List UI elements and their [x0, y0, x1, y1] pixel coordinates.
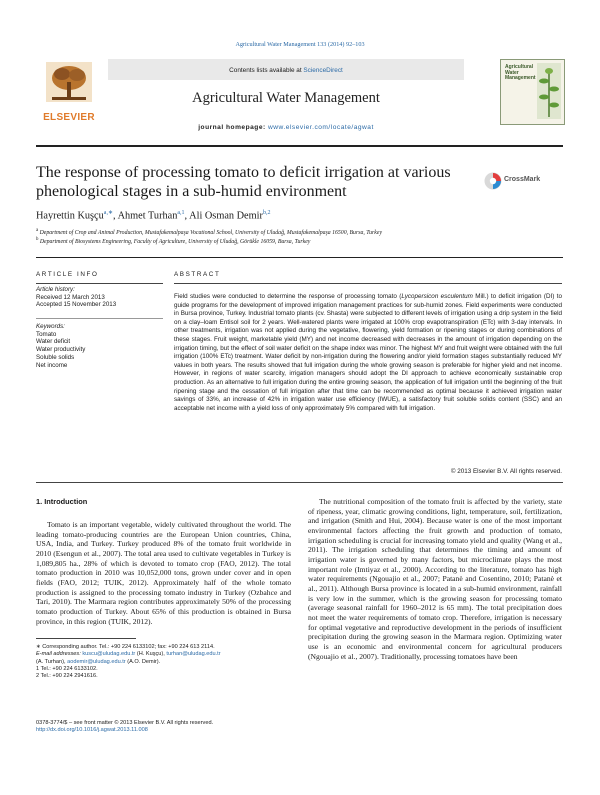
email-link[interactable]: aodemir@uludag.edu.tr: [67, 658, 126, 665]
keyword: Water deficit: [36, 338, 71, 346]
homepage-link[interactable]: www.elsevier.com/locate/agwat: [268, 124, 374, 131]
abstract-rule: [174, 283, 562, 284]
keyword: Tomato: [36, 330, 57, 338]
history-rule: [36, 318, 163, 319]
intro-right-column: [308, 497, 562, 661]
affiliation-text: Department of Biosystems Engineering, Faculty of Agriculture, University of Uludağ, Görükle 16059, Bursa, Turkey: [39, 238, 311, 245]
keyword: Soluble solids: [36, 353, 75, 361]
intro-heading: 1. Introduction: [36, 497, 88, 506]
abstract-copyright: © 2013 Elsevier B.V. All rights reserved.: [450, 468, 562, 475]
email-link[interactable]: turhan@uludag.edu.tr: [166, 651, 221, 658]
author-name[interactable]: Hayrettin Kuşçu: [36, 210, 104, 222]
tel-note: 1 Tel.: +90 224 6133102.: [36, 665, 98, 672]
doi-link[interactable]: http://dx.doi.org/10.1016/j.agwat.2013.11.008: [36, 727, 148, 734]
corresponding-note: ∗ Corresponding author. Tel.: +90 224 6133102; fax: +90 224 613 2114.: [36, 644, 215, 650]
affiliation: [36, 237, 310, 245]
author-list: Hayrettin Kuşçu$^{a,∗}$, Ahmet Turhan$^{a,1}$, Ali Osman Demir$^{b,2}$: [36, 210, 271, 222]
article-info-heading: ARTICLE INFO: [36, 271, 99, 278]
issn-line: 0378-3774/$ – see front matter © 2013 Elsevier B.V. All rights reserved.: [36, 720, 214, 726]
intro-left-column: [36, 520, 291, 626]
journal-name: Agricultural Water Management: [192, 90, 380, 106]
tel-note: 2 Tel.: +90 224 2941616.: [36, 673, 98, 680]
author-affil-sup[interactable]: a,∗: [103, 210, 113, 216]
sciencedirect-link[interactable]: ScienceDirect: [303, 67, 343, 74]
page-footer: [36, 720, 291, 735]
author-affil-sup[interactable]: b,2: [262, 210, 271, 216]
author-affil-sup[interactable]: a,1: [177, 210, 185, 216]
email-owner: (A.O. Demir).: [127, 658, 161, 665]
intro-paragraph: Tomato is an important vegetable, widely cultivated throughout the world. The leading tomato-producing countries are the European Union countries, China, USA, India, and Turkey. Turkey produced 8% of the tomato fruit worldwide in 2010 (Esengun et al., 2007). The total area used to cultivate vegetables in Turkey is 1,089,805 ha., 28% of which is devoted to tomato crop (FAO, 2012). The total tomato production in 2010 was 10,052,000 tons, grown under cover and in open fields (FAO, 2012; TUIK, 2012). Approximately half of the whole tomato production is assigned to the processing tomato industry in Turkey (Ozbahce and Tari, 2010). The Marmara region contributes approximately 50% of the processing tomato production of Turkey. About 65% of this production is obtained in Bursa province, in this region (TUIK, 2012).: [36, 520, 291, 626]
abstract-text: Field studies were conducted to determine the response of processing tomato (: [174, 293, 402, 300]
author-name[interactable]: Ahmet Turhan: [117, 210, 178, 222]
intro-paragraph: The nutritional composition of the tomato fruit is affected by the variety, state of ripeness, year, climatic growing conditions, light, temperature, soil, fertilization, and irrigation (Smith and Hui, 2004). Because water is one of the most important environmental factors affecting the fruit growth and production of tomato, irrigation scheduling is crucial for increasing tomato yield and quality (Wang et al., 2011). The irrigation scheduling that determines the timing and amount of irrigation water is governed by many factors, but microclimate plays the most important role (Imtiyaz et al., 2000). According to the literature, tomato has high water requirements (Ngouajio et al., 2007; Patanè and Cosentino, 2010; Patanè et al., 2011). Although Bursa province is located in a sub-humid environment, rainfall is very low in the summer, which is the growing season for processing tomato (average seasonal rainfall for 1960–2012 is 65 mm). The total precipitation does not meet the water requirements of tomato crop. Therefore, irrigation is necessary for optimal vegetative and reproductive development in the periods of insufficient precipitation during the growing season in the Marmara region. Optimizing water use is an economic and environmental concern for agricultural producers (Ngouajio et al., 2007). Traditionally, processing tomatoes have been: [308, 497, 562, 661]
affiliation-text: Department of Crop and Animal Production, Mustafakemalpaşa Vocational School, University of Uludağ, Mustafakemalpaşa 16500, Bursa, Turkey: [39, 229, 383, 236]
journal-homepage: [108, 124, 464, 131]
keyword: Net income: [36, 361, 68, 369]
header-rule: [36, 145, 563, 147]
homepage-label: journal homepage:: [198, 124, 266, 131]
contents-line: [108, 67, 464, 74]
keyword: Water productivity: [36, 346, 86, 354]
email-owner: (A. Turhan),: [36, 658, 66, 665]
crossmark-badge[interactable]: [484, 172, 548, 190]
email-note: [36, 651, 291, 658]
abstract-body: [174, 293, 562, 413]
elsevier-tree-icon: [46, 62, 92, 102]
crossmark-label: CrossMark: [504, 176, 541, 183]
abstract-end-rule: [36, 482, 563, 483]
cover-plant-icon: [537, 63, 561, 119]
accepted-date: Accepted 15 November 2013: [36, 301, 117, 309]
footnotes: [36, 644, 291, 680]
affiliation-sup: a: [36, 228, 39, 233]
abstract-text: Mill.) to deficit irrigation (DI) to guide programs for the development of improved irrigation management practices for sub-humid zones. Field experiments were conducted in Bursa province, Turkey. Industrial tomato plants (cv. Shasta) were subjected to different levels of irrigation using a drip system in the field on a clay–loam Entisol soil for 2 years. Well-watered plants were irrigated at 100% crop evapotranspiration (ETc) with 3-day intervals. In other treatments, irrigation was not applied during the vegetative, flowering, yield formation or ripening stages or during combinations of these stages. Fruit weight, marketable yield (MY) and net income decreased with decreases in the amount of irrigation depending on the irrigation timing, but the effect of soil water deficit on the shape index was minor. The highest MY and fruit weight were obtained with the full irrigation (100% ETc) treatment. Water deficit by non-irrigation during the flowering and/or yield formation stages substantially reduced MY values in both years. The results showed that full irrigation during the whole growing season is preferable for higher yield and net income. However, in regions of water scarcity, irrigation managers should adopt the DI approach to achieve economically sustainable crop production. As an alternative to full irrigation during the entire growing season, the application of full irrigation until the beginning of the fruit ripening stage and the cessation of full irrigation after that time can be recommended as optimal because it achieved irrigation water savings of 33%, an increase of 42% in irrigation water use efficiency (IWUE), a satisfactory fruit soluble solids content (SSC) and an acceptable net income with a yield loss of only approximately 5% compared with full irrigation.: [174, 293, 562, 412]
abstract-species: Lycopersicon esculentum: [401, 293, 473, 300]
history-label: Article history:: [36, 286, 75, 293]
article-title: The response of processing tomato to deficit irrigation at various phenological stages in a sub-humid environment: [36, 164, 451, 200]
author-name[interactable]: Ali Osman Demir: [189, 210, 263, 222]
journal-cover-thumbnail[interactable]: [500, 59, 565, 125]
elsevier-wordmark: ELSEVIER: [43, 112, 95, 123]
email-owner: (H. Kuşçu),: [136, 651, 165, 658]
affiliation: [36, 228, 382, 236]
email-label: E-mail addresses:: [36, 651, 81, 658]
contents-prefix: Contents lists available at: [229, 67, 304, 74]
footnote-rule: [36, 638, 136, 639]
affiliation-sup: b: [36, 237, 39, 242]
keywords-label: Keywords:: [36, 323, 65, 330]
abstract-heading: ABSTRACT: [174, 271, 221, 278]
article-history: [36, 286, 163, 309]
keywords: [36, 323, 163, 369]
title-rule: [36, 257, 563, 258]
elsevier-logo[interactable]: [36, 59, 102, 123]
cover-title: Agricultural Water Management: [505, 64, 536, 82]
article-info-rule: [36, 283, 163, 284]
email-link[interactable]: kuscu@uludag.edu.tr: [82, 651, 136, 658]
received-date: Received 12 March 2013: [36, 293, 105, 301]
journal-citation[interactable]: Agricultural Water Management 133 (2014) 92–103: [235, 41, 365, 48]
email-note-cont: [36, 659, 291, 666]
crossmark-icon: [484, 172, 502, 190]
